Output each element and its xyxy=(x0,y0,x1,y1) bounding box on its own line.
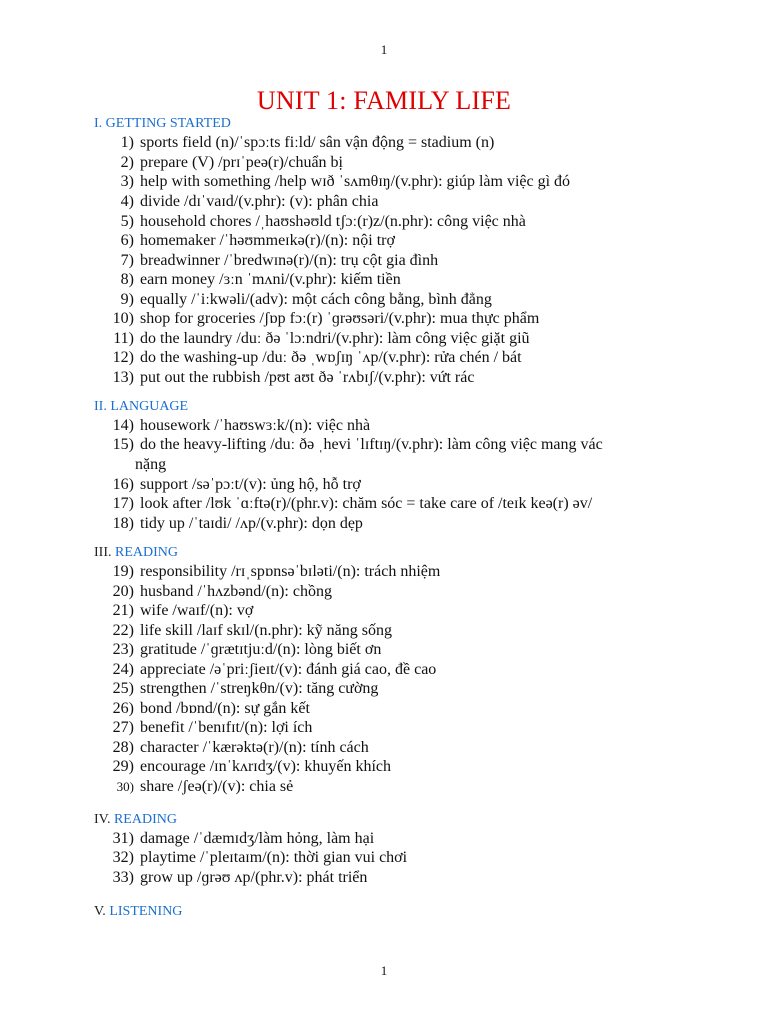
item-text: strengthen /ˈstreŋkθn/(v): tăng cường xyxy=(140,680,379,697)
item-text: gratitude /ˈɡrætɪtjuːd/(n): lòng biết ơn xyxy=(140,641,382,658)
item-number: 26) xyxy=(112,700,134,717)
vocab-item xyxy=(106,582,706,602)
item-number: 10) xyxy=(112,310,134,327)
item-number: 11) xyxy=(113,330,134,347)
vocab-item xyxy=(106,133,706,153)
item-number: 7) xyxy=(120,252,134,269)
vocab-item xyxy=(106,416,706,436)
item-text: grow up /ɡrəʊ ʌp/(phr.v): phát triển xyxy=(140,869,368,886)
item-number: 14) xyxy=(112,417,134,434)
vocab-item xyxy=(106,562,706,582)
item-number: 21) xyxy=(112,602,134,619)
vocab-item xyxy=(106,757,706,777)
item-number: 23) xyxy=(112,641,134,658)
item-number: 27) xyxy=(112,719,134,736)
item-text-continuation: nặng xyxy=(135,456,167,473)
item-number: 32) xyxy=(112,849,134,866)
item-text: look after /lʊk ˈɑːftə(r)/(phr.v): chăm sóc = take care of /teɪk keə(r) əv/ xyxy=(140,495,593,512)
item-text: put out the rubbish /pʊt aʊt ðə ˈrʌbɪʃ/(v.phr): vứt rác xyxy=(140,369,475,386)
item-number: 6) xyxy=(120,232,134,249)
vocab-item xyxy=(106,309,706,329)
item-text: tidy up /ˈtaɪdi/ /ʌp/(v.phr): dọn dẹp xyxy=(140,515,363,532)
item-text: homemaker /ˈhəʊmmeɪkə(r)/(n): nội trợ xyxy=(140,232,395,249)
item-text: breadwinner /ˈbredwɪnə(r)/(n): trụ cột gia đình xyxy=(140,252,439,269)
vocab-item xyxy=(106,777,706,797)
item-number: 24) xyxy=(112,661,134,678)
item-number: 17) xyxy=(112,495,134,512)
section-heading-language xyxy=(94,399,188,415)
item-text: divide /dɪˈvaɪd/(v.phr): (v): phân chia xyxy=(140,193,379,210)
vocab-item xyxy=(106,172,706,192)
item-number: 2) xyxy=(120,154,134,171)
section-numeral: II. xyxy=(94,399,107,414)
vocab-item xyxy=(106,621,706,641)
section-label: LISTENING xyxy=(109,904,183,919)
item-text: help with something /help wɪð ˈsʌmθɪŋ/(v.phr): giúp làm việc gì đó xyxy=(140,173,571,190)
section-label: READING xyxy=(113,812,177,827)
vocab-item xyxy=(106,848,706,868)
item-text: bond /bɒnd/(n): sự gắn kết xyxy=(140,700,310,717)
item-text: do the washing-up /duː ðə ˌwɒʃɪŋ ˈʌp/(v.phr): rửa chén / bát xyxy=(140,349,522,366)
page-number-top: 1 xyxy=(380,42,388,57)
section-numeral: V. xyxy=(94,904,106,919)
item-text: wife /waɪf/(n): vợ xyxy=(140,602,254,619)
item-text: support /səˈpɔːt/(v): ủng hộ, hỗ trợ xyxy=(140,476,361,493)
vocab-item xyxy=(106,348,706,368)
item-number: 8) xyxy=(120,271,134,288)
vocab-item xyxy=(106,368,706,388)
vocab-item xyxy=(106,679,706,699)
item-text: husband /ˈhʌzbənd/(n): chồng xyxy=(140,583,332,600)
item-text: encourage /ɪnˈkʌrɪdʒ/(v): khuyến khích xyxy=(140,758,392,775)
page-number-bottom: 1 xyxy=(380,963,388,978)
section-label: LANGUAGE xyxy=(110,399,189,414)
item-number: 5) xyxy=(120,213,134,230)
item-text: damage /ˈdæmɪdʒ/làm hỏng, làm hại xyxy=(140,830,375,847)
item-text: playtime /ˈpleɪtaɪm/(n): thời gian vui chơi xyxy=(140,849,408,866)
vocab-item xyxy=(106,640,706,660)
section-heading-getting-started xyxy=(94,116,231,132)
item-text: do the laundry /duː ðə ˈlɔːndri/(v.phr): làm công việc giặt giũ xyxy=(140,330,530,347)
section-label: READING xyxy=(115,545,178,560)
item-number: 19) xyxy=(112,563,134,580)
section-label: GETTING STARTED xyxy=(105,116,231,131)
section-heading-reading-2 xyxy=(94,812,177,828)
item-number: 30) xyxy=(116,779,134,794)
vocab-item xyxy=(106,475,706,495)
vocab-item xyxy=(106,290,706,310)
vocab-item xyxy=(106,868,706,888)
vocab-item xyxy=(106,718,706,738)
vocab-item xyxy=(106,660,706,680)
item-number: 9) xyxy=(120,291,134,308)
item-number: 3) xyxy=(120,173,134,190)
item-number: 4) xyxy=(120,193,134,210)
section-numeral: IV. xyxy=(94,812,111,827)
item-number: 13) xyxy=(112,369,134,386)
item-text: earn money /ɜːn ˈmʌni/(v.phr): kiếm tiền xyxy=(140,271,401,288)
item-text: life skill /laɪf skɪl/(n.phr): kỹ năng sống xyxy=(140,622,392,639)
vocab-item xyxy=(106,231,706,251)
vocab-item xyxy=(106,738,706,758)
vocab-item xyxy=(106,329,706,349)
vocab-item xyxy=(106,251,706,271)
item-number: 18) xyxy=(112,515,134,532)
vocab-item xyxy=(106,212,706,232)
section-heading-listening xyxy=(94,904,182,920)
item-text: shop for groceries /ʃɒp fɔː(r) ˈɡrəʊsəri/(v.phr): mua thực phẩm xyxy=(140,310,540,327)
item-text: share /ʃeə(r)/(v): chia sẻ xyxy=(140,778,294,795)
item-number: 29) xyxy=(112,758,134,775)
item-number: 28) xyxy=(112,739,134,756)
item-text: sports field (n)/ˈspɔːts fiːld/ sân vận động = stadium (n) xyxy=(140,134,495,151)
item-text: household chores /ˌhaʊshəʊld tʃɔː(r)z/(n.phr): công việc nhà xyxy=(140,213,526,230)
item-text: benefit /ˈbenɪfɪt/(n): lợi ích xyxy=(140,719,313,736)
item-number: 12) xyxy=(112,349,134,366)
section-heading-reading xyxy=(94,545,178,561)
item-number: 1) xyxy=(120,134,134,151)
vocab-item xyxy=(106,514,706,534)
item-number: 16) xyxy=(112,476,134,493)
vocab-item xyxy=(106,270,706,290)
vocab-item xyxy=(106,601,706,621)
page-title: UNIT 1: FAMILY LIFE xyxy=(256,86,512,115)
item-number: 33) xyxy=(112,869,134,886)
section-numeral: I. xyxy=(94,116,103,131)
vocab-item xyxy=(106,699,706,719)
item-number: 20) xyxy=(112,583,134,600)
vocab-item xyxy=(106,153,706,173)
item-text: responsibility /rɪˌspɒnsəˈbɪləti/(n): trách nhiệm xyxy=(140,563,441,580)
item-text: do the heavy-lifting /duː ðə ˌhevi ˈlɪftɪŋ/(v.phr): làm công việc mang vác xyxy=(140,436,603,453)
vocab-item xyxy=(106,494,706,514)
item-text: appreciate /əˈpriːʃieɪt/(v): đánh giá cao, đề cao xyxy=(140,661,437,678)
item-number: 15) xyxy=(112,436,134,453)
item-text: character /ˈkærəktə(r)/(n): tính cách xyxy=(140,739,369,756)
item-text: prepare (V) /prɪˈpeə(r)/chuẩn bị xyxy=(140,154,343,171)
item-text: housework /ˈhaʊswɜːk/(n): việc nhà xyxy=(140,417,371,434)
vocab-item xyxy=(106,192,706,212)
item-number: 25) xyxy=(112,680,134,697)
item-number: 31) xyxy=(112,830,134,847)
vocab-item xyxy=(106,435,706,475)
item-number: 22) xyxy=(112,622,134,639)
item-text: equally /ˈiːkwəli/(adv): một cách công bằng, bình đẳng xyxy=(140,291,492,308)
section-numeral: III. xyxy=(94,545,112,560)
vocab-item xyxy=(106,829,706,849)
